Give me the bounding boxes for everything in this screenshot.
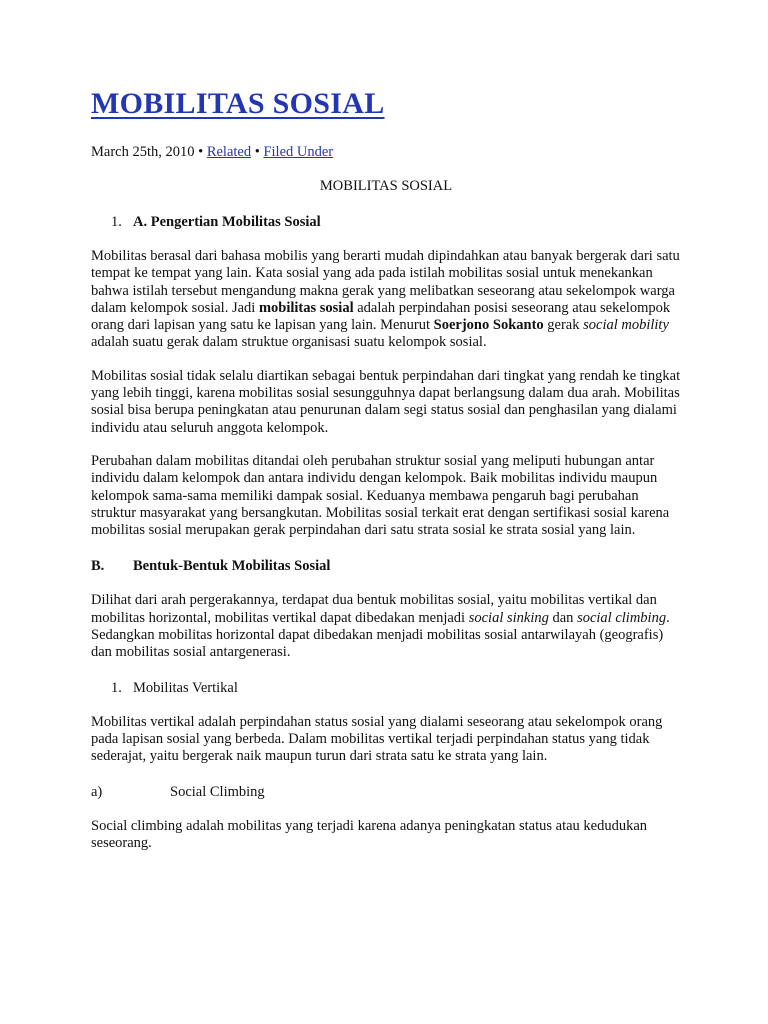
subsection-1-heading	[91, 678, 681, 698]
subsection-a-label: Social Climbing	[170, 783, 265, 800]
filed-under-link[interactable]: Filed Under	[263, 144, 334, 160]
paragraph-6: Social climbing adalah mobilitas yang terjadi karena adanya peningkatan status atau kedudukan seseorang.	[91, 817, 648, 851]
post-date: March 25th, 2010	[91, 144, 195, 160]
section-a-heading	[91, 212, 681, 232]
subsection-a-heading	[91, 782, 681, 802]
related-link[interactable]: Related	[206, 144, 252, 160]
paragraph-4: Dilihat dari arah pergerakannya, terdapat dua bentuk mobilitas sosial, yaitu mobilitas vertikal dan mobilitas horizontal, mobilitas vertikal dapat dibedakan menjadi social sinking dan social climbing. Sedangkan mobilitas horizontal dapat dibedakan menjadi mobilitas sosial antarwilayah (geografis) dan mobilitas sosial antargenerasi.	[91, 592, 670, 661]
section-b-letter: B.	[91, 558, 105, 575]
section-a-label: A. Pengertian Mobilitas Sosial	[133, 214, 321, 230]
meta-separator: •	[251, 144, 264, 160]
section-b-label: Bentuk-Bentuk Mobilitas Sosial	[133, 558, 331, 575]
section-b-heading	[91, 556, 681, 576]
article	[91, 84, 681, 852]
subsection-1-number: 1.	[111, 679, 122, 696]
post-meta	[91, 142, 681, 162]
article-title-link[interactable]: MOBILITAS SOSIAL	[91, 87, 385, 120]
paragraph-5: Mobilitas vertikal adalah perpindahan status sosial yang dialami seseorang atau sekelompok orang pada lapisan sosial yang berbeda. Dalam mobilitas vertikal terjadi perpindahan status yang tidak sederajat, yaitu bergerak naik maupun turun dari strata satu ke strata yang lain.	[91, 713, 663, 765]
meta-separator: •	[194, 144, 207, 160]
paragraph-2: Mobilitas sosial tidak selalu diartikan sebagai bentuk perpindahan dari tingkat yang rendah ke tingkat yang lebih tinggi, karena mobilitas sosial sesungguhnya dapat berlangsung dalam dua arah. Mobilitas sosial bisa berupa peningkatan atau penurunan dalam segi status sosial dan penghasilan yang dialami individu atau seluruh anggota kelompok.	[91, 367, 681, 436]
paragraph-3: Perubahan dalam mobilitas ditandai oleh perubahan struktur sosial yang meliputi hubungan antar individu dalam kelompok dan antara individu dengan kelompok. Baik mobilitas individu maupun kelompok sama-sama memiliki dampak sosial. Keduanya membawa pengaruh bagi perubahan struktur masyarakat yang bersangkutan. Mobilitas sosial terkait erat dengan sertifikasi sosial karena mobilitas sosial merupakan gerak perpindahan dari satu strata sosial ke strata sosial yang lain.	[91, 452, 670, 539]
section-a-number: 1.	[111, 214, 122, 230]
paragraph-1: Mobilitas berasal dari bahasa mobilis yang berarti mudah dipindahkan atau banyak bergerak dari satu tempat ke tempat yang lain. Kata sosial yang ada pada istilah mobilitas sosial untuk menekankan bahwa istilah tersebut mengandung makna gerak yang melibatkan seseorang atau sekelompok warga dalam kelompok sosial. Jadi mobilitas sosial adalah perpindahan posisi seseorang atau sekelompok orang dari lapisan yang satu ke lapisan yang lain. Menurut Soerjono Sokanto gerak social mobility adalah suatu gerak dalam struktue organisasi suatu kelompok sosial.	[91, 248, 680, 351]
subsection-a-letter: a)	[91, 783, 103, 800]
subsection-1-label: Mobilitas Vertikal	[133, 679, 238, 696]
document-title: MOBILITAS SOSIAL	[319, 178, 453, 194]
